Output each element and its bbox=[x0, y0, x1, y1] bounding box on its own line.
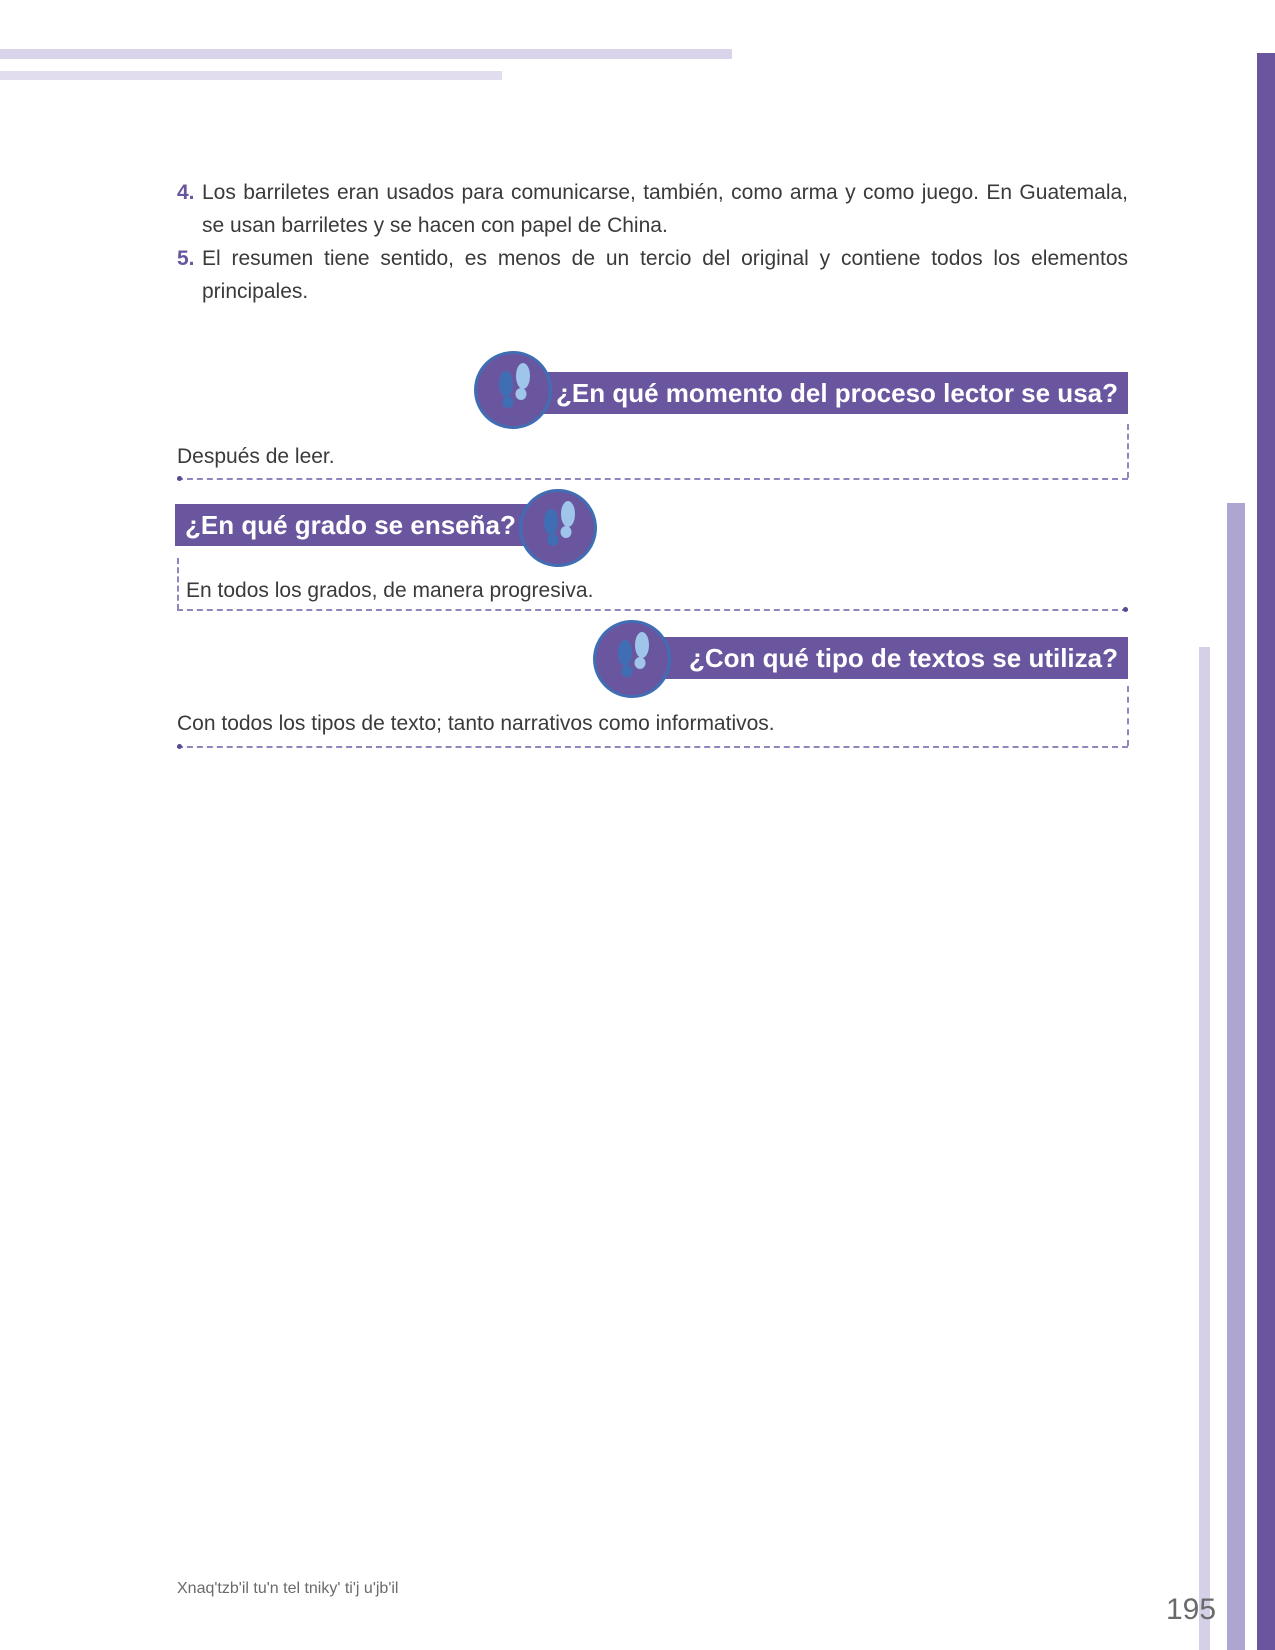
border-dot bbox=[177, 476, 182, 481]
section-title: ¿Con qué tipo de textos se utiliza? bbox=[688, 643, 1118, 673]
dashed-border bbox=[177, 746, 1128, 748]
dashed-border bbox=[1127, 424, 1129, 478]
list-text: Los barriletes eran usados para comunicarse, también, como arma y como juego. En Guatemala, se usan barriletes y se hacen con papel de China. bbox=[202, 181, 1128, 237]
page-number: 195 bbox=[1166, 1593, 1217, 1626]
footprints-icon bbox=[593, 620, 671, 698]
right-decor-bar-secondary bbox=[1227, 503, 1245, 1650]
section-answer: Con todos los tipos de texto; tanto narrativos como informativos. bbox=[177, 712, 775, 735]
section-answer: En todos los grados, de manera progresiva. bbox=[186, 579, 594, 602]
footprints-icon bbox=[519, 489, 597, 567]
top-decor-bar bbox=[0, 49, 732, 59]
dashed-border bbox=[177, 609, 1128, 611]
section-title: ¿En qué grado se enseña? bbox=[185, 510, 516, 540]
list-number: 4. bbox=[177, 181, 195, 204]
footer-text: Xnaq'tzb'il tu'n tel tniky' ti'j u'jb'il bbox=[177, 1580, 399, 1597]
dashed-border bbox=[1127, 686, 1129, 746]
right-decor-bar bbox=[1257, 53, 1275, 1650]
list-item bbox=[177, 242, 1128, 308]
border-dot bbox=[1123, 607, 1128, 612]
border-dot bbox=[177, 744, 182, 749]
list-number: 5. bbox=[177, 247, 195, 270]
footprints-icon bbox=[474, 351, 552, 429]
dashed-border bbox=[177, 558, 179, 610]
right-decor-bar-tertiary bbox=[1199, 647, 1210, 1650]
list-text: El resumen tiene sentido, es menos de un tercio del original y contiene todos los elementos principales. bbox=[202, 247, 1128, 303]
section-title: ¿En qué momento del proceso lector se usa? bbox=[555, 378, 1118, 408]
list-item bbox=[177, 176, 1128, 242]
section-answer: Después de leer. bbox=[177, 445, 335, 468]
section-header-grade bbox=[175, 504, 550, 546]
section-header-reading-moment bbox=[540, 372, 1128, 414]
section-header-text-types bbox=[660, 637, 1128, 679]
dashed-border bbox=[177, 478, 1128, 480]
top-decor-bar-secondary bbox=[0, 71, 502, 80]
